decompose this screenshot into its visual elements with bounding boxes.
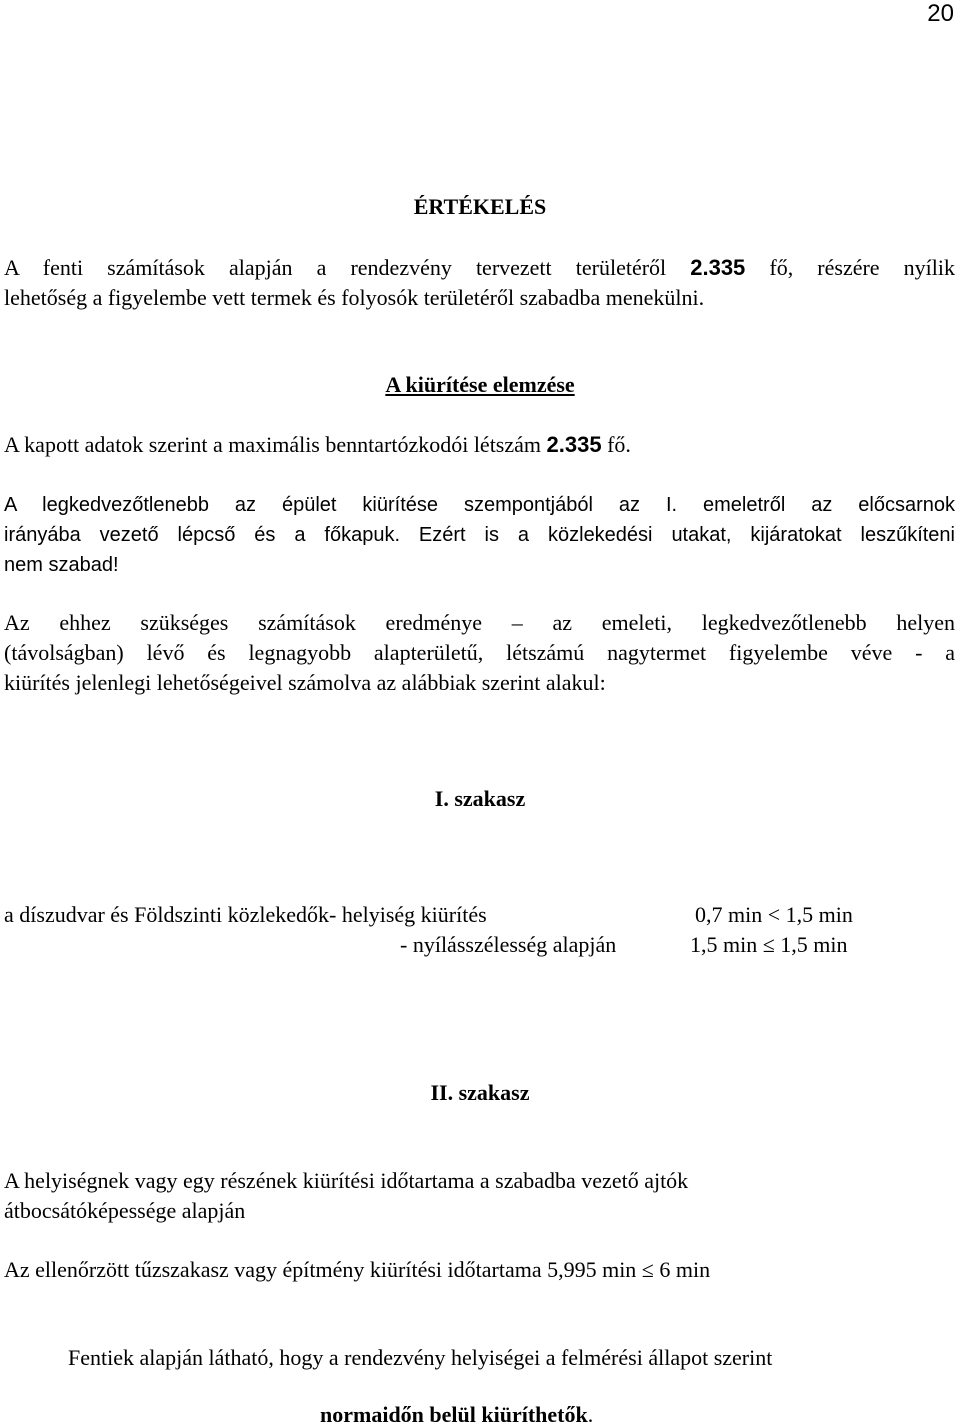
paragraph-calculation-line-1: Az ehhez szükséges számítások eredménye – az emeleti, legkedvezőtlenebb helyen xyxy=(4,610,955,635)
paragraph-worst-case-line-1: A legkedvezőtlenebb az épület kiürítése szempontjából az I. emeletről az előcsarnok xyxy=(4,494,955,516)
paragraph-calculation xyxy=(4,608,955,668)
conclusion-line-1: Fentiek alapján látható, hogy a rendezvény helyiségei a felmérési állapot szerint xyxy=(68,1345,773,1370)
stage-1-row-2-label: - nyílásszélesség alapján xyxy=(400,932,617,957)
stage-2-line-1: A helyiségnek vagy egy részének kiürítési időtartama a szabadba vezető ajtók xyxy=(4,1168,689,1193)
heading xyxy=(0,194,960,220)
section-title xyxy=(0,372,960,398)
paragraph-intro-line-1: A fenti számítások alapján a rendezvény tervezett területéről 2.335 fő, részére nyílik xyxy=(4,255,955,280)
paragraph-worst-case-line-3: nem szabad! xyxy=(4,554,119,576)
paragraph-capacity: A kapott adatok szerint a maximális benntartózkodói létszám 2.335 fő. xyxy=(4,432,631,457)
section-title-text: A kiürítése elemzése xyxy=(385,372,575,397)
stage-2-title: II. szakasz xyxy=(430,1080,530,1105)
paragraph-calculation-line-2: (távolságban) lévő és legnagyobb alapterületű, létszámú nagytermet figyelembe véve - a xyxy=(4,640,955,665)
paragraph-worst-case-line-2: irányába vezető lépcső és a főkapuk. Ezért is a közlekedési utakat, kijáratokat leszűkíteni xyxy=(4,524,955,546)
conclusion-line-2: normaidőn belül kiüríthetők. xyxy=(320,1402,594,1427)
page-number: 20 xyxy=(927,0,954,27)
paragraph-intro-line-2: lehetőség a figyelembe vett termek és folyosók területéről szabadba menekülni. xyxy=(4,285,705,310)
stage-1-row-1-value: 0,7 min < 1,5 min xyxy=(695,902,853,927)
paragraph-worst-case xyxy=(4,490,955,550)
stage-2-evacuation-time: Az ellenőrzött tűzszakasz vagy építmény kiürítési időtartama 5,995 min ≤ 6 min xyxy=(4,1257,711,1282)
stage-1-row-1-label: a díszudvar és Földszinti közlekedők- helyiség kiürítés xyxy=(4,902,487,927)
stage-1-row-2-value: 1,5 min ≤ 1,5 min xyxy=(690,932,848,957)
stage-2-line-2: átbocsátóképessége alapján xyxy=(4,1198,246,1223)
heading-text: ÉRTÉKELÉS xyxy=(413,194,547,219)
conclusion-emphasis: normaidőn belül kiüríthetők xyxy=(320,1402,588,1427)
paragraph-intro xyxy=(4,253,955,283)
stage-1-title: I. szakasz xyxy=(434,786,526,811)
paragraph-calculation-line-3: kiürítés jelenlegi lehetőségeivel számolva az alábbiak szerint alakul: xyxy=(4,670,606,695)
